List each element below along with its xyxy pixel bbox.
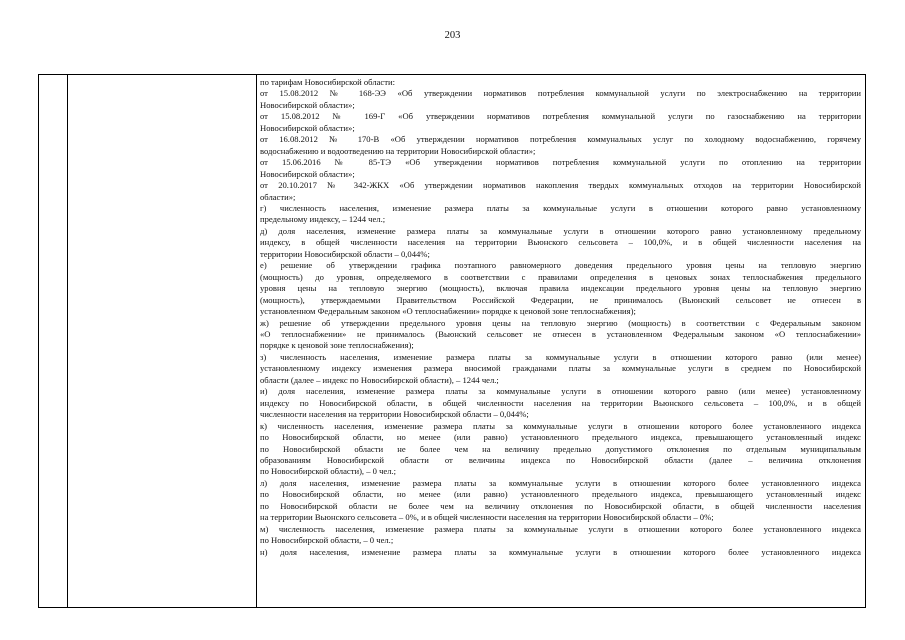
text-line: Новосибирской области»; — [260, 168, 355, 179]
text-line: н) доля населения, изменение размера платы за коммунальные услуги в отношении которого более установленного индекса — [260, 546, 861, 557]
page-number: 203 — [444, 30, 461, 41]
text-line: по тарифам Новосибирской области: — [260, 77, 395, 87]
text-line: уровня цены на тепловую энергию (мощность), включая правила индексации предельного уровня цены на тепловую энергию — [260, 283, 861, 294]
text-line: порядке к ценовой зоне теплоснабжения); — [260, 340, 414, 351]
text-line: (мощность), утверждаемыми Правительством Российской Федерации, не принималось (Вьюнский сельсовет не отнесен в — [260, 294, 861, 305]
text-line: е) решение об утверждении графика поэтапного равномерного доведения предельного уровня цены на тепловую энергию — [260, 260, 861, 271]
text-line: Новосибирской области»; — [260, 99, 355, 110]
column-divider-1 — [67, 75, 68, 607]
text-line: численности населения на территории Новосибирской области – 0,044%; — [260, 409, 529, 420]
text-line: по Новосибирской области не более чем на величину отклонения по Новосибирской области, в общей численности населения — [260, 500, 861, 511]
text-line: установленном Федеральным законом «О теплоснабжении» порядке к ценовой зоне теплоснабжения); — [260, 306, 636, 317]
text-line: предельному индексу, – 1244 чел.; — [260, 214, 386, 225]
text-line: по Новосибирской области, но менее (или равно) установленного предельного индекса, превышающего установленный индекс — [260, 432, 861, 443]
text-line: от 15.06.2016 № 85-ТЭ «Об утверждении нормативов потребления коммунальной услуги по отоплению на территории — [260, 157, 861, 168]
text-line: образованиям Новосибирской области от величины индекса по Новосибирской области (далее – величина отклонения — [260, 454, 861, 465]
text-line: г) численность населения, изменение размера платы за коммунальные услуги в отношении которого равно установленному — [260, 202, 861, 213]
text-line: л) доля населения, изменение размера платы за коммунальные услуги в отношении которого более установленного индекса — [260, 477, 861, 488]
text-line: индексу по Новосибирской области, в общей численности населения на территории Вьюнского сельсовета – 100,0%, и в общей — [260, 397, 861, 408]
text-line: установленному индексу изменения размера вносимой гражданами платы за коммунальные услуги в среднем по Новосибирской — [260, 363, 861, 374]
text-line: водоснабжению и водоотведению на территории Новосибирской области»; — [260, 145, 536, 156]
text-line: на территории Вьюнского сельсовета – 0%, и в общей численности населения на территории Новосибирской области – 0%; — [260, 512, 714, 523]
text-line: ж) решение об утверждении предельного уровня цены на тепловую энергию (мощность) в соответствии с Федеральным законом — [260, 317, 861, 328]
text-line: области (далее – индекс по Новосибирской области), – 1244 чел.; — [260, 374, 499, 385]
text-line: м) численность населения, изменение размера платы за коммунальные услуги в отношении которого более установленного индекса — [260, 523, 861, 534]
text-line: от 20.10.2017 № 342-ЖКХ «Об утверждении нормативов накопления твердых коммунальных отходов на территории Новосибирской — [260, 180, 861, 191]
text-line: по Новосибирской области не более чем на величину предельно допустимого отклонения по отдельным муниципальным — [260, 443, 861, 454]
table-cell-text — [257, 77, 864, 558]
text-line: д) доля населения, изменение размера платы за коммунальные услуги в отношении которого равно установленному предельному — [260, 225, 861, 236]
text-line: от 15.08.2012 № 169-Г «Об утверждении нормативов потребления коммунальной услуги по газоснабжению на территории — [260, 111, 861, 122]
text-line: з) численность населения, изменение размера платы за коммунальные услуги в отношении которого равно (или менее) — [260, 351, 861, 362]
text-line: по Новосибирской области, но менее (или равно) установленного предельного индекса, превышающего установленный индекс — [260, 489, 861, 500]
text-line: области»; — [260, 191, 296, 202]
text-line: Новосибирской области»; — [260, 122, 355, 133]
text-line: по Новосибирской области, – 0 чел.; — [260, 535, 394, 546]
text-line: (мощность) до уровня, определяемого в соответствии с правилами определения в ценовых зонах теплоснабжения предельного — [260, 271, 861, 282]
text-line: индексу, в общей численности населения на территории Вьюнского сельсовета – 100,0%, и в общей численности населения на — [260, 237, 861, 248]
text-line: «О теплоснабжении» не принималось (Вьюнский сельсовет не отнесен в установленном Федеральным законом «О теплоснабжении» — [260, 328, 861, 339]
text-line: к) численность населения, изменение размера платы за коммунальные услуги в отношении которого более установленного индекса — [260, 420, 861, 431]
text-line: территории Новосибирской области – 0,044%; — [260, 248, 430, 259]
text-line: по Новосибирской области), – 0 чел.; — [260, 466, 397, 477]
text-line: от 16.08.2012 № 170-В «Об утверждении нормативов потребления коммунальных услуг по холодному водоснабжению, горячему — [260, 134, 861, 145]
text-line: от 15.08.2012 № 168-ЭЭ «Об утверждении нормативов потребления коммунальной услуги по электроснабжению на территории — [260, 88, 861, 99]
text-line: и) доля населения, изменение размера платы за коммунальные услуги в отношении которого равно (или менее) установленному — [260, 386, 861, 397]
document-table — [38, 74, 866, 608]
